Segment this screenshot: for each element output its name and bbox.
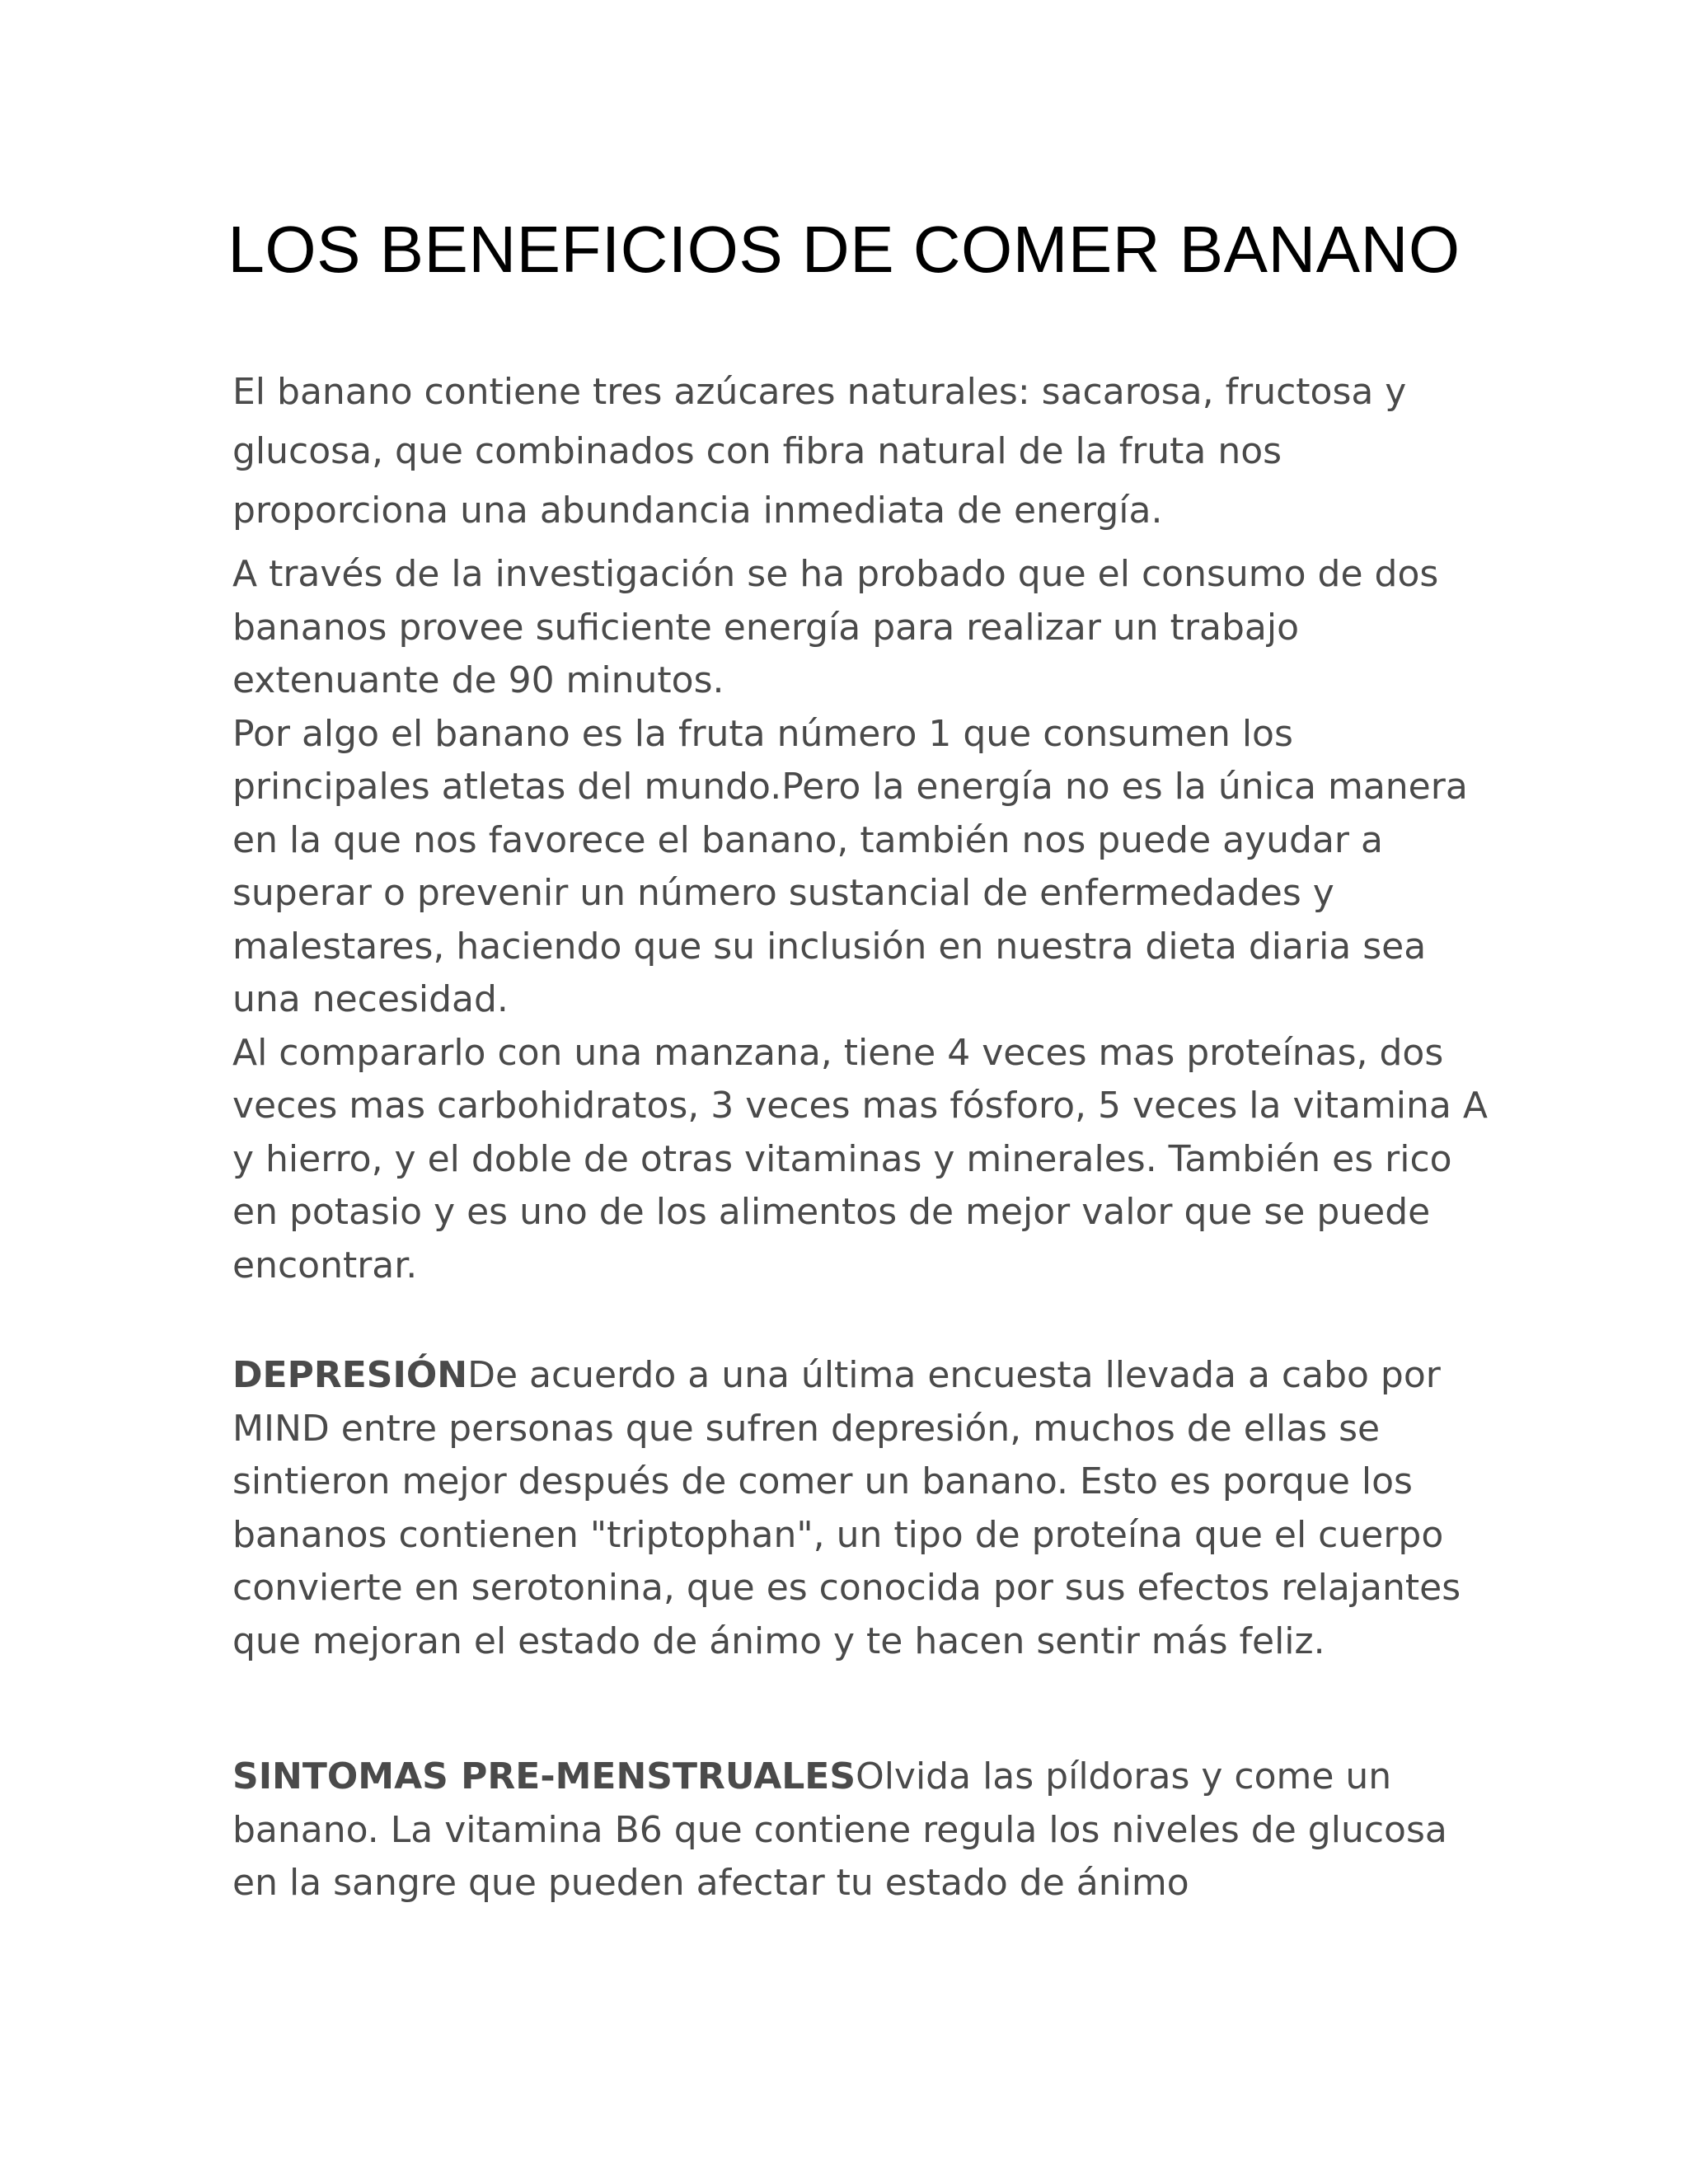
text-line: principales atletas del mundo.Pero la energía no es la única manera <box>232 766 1468 808</box>
text-line: en la que nos favorece el banano, también nos puede ayudar a <box>232 818 1383 861</box>
document-title: LOS BENEFICIOS DE COMER BANANO <box>227 213 1461 286</box>
text-line: banano. La vitamina B6 que contiene regula los niveles de glucosa <box>232 1808 1447 1851</box>
text-line: bananos provee suficiente energía para realizar un trabajo <box>232 606 1300 649</box>
text-line: glucosa, que combinados con fibra natural de la fruta nos <box>232 430 1282 472</box>
intro-paragraph <box>232 363 1485 541</box>
section-first-line <box>232 1750 1485 1804</box>
text-line: bananos contienen "triptophan", un tipo de proteína que el cuerpo <box>232 1513 1444 1556</box>
text-line: que mejoran el estado de ánimo y te hacen sentir más feliz. <box>232 1619 1325 1662</box>
section-heading-sintomas: SINTOMAS PRE-MENSTRUALES <box>232 1755 856 1797</box>
text-line: convierte en serotonina, que es conocida por sus efectos relajantes <box>232 1567 1461 1609</box>
text-line: en la sangre que pueden afectar tu estado de ánimo <box>232 1862 1189 1904</box>
text-line: Por algo el banano es la fruta número 1 que consumen los <box>232 712 1293 755</box>
text-line: encontrar. <box>232 1244 418 1286</box>
text-line: sintieron mejor después de comer un banano. Esto es porque los <box>232 1460 1413 1502</box>
text-line: veces mas carbohidratos, 3 veces mas fósforo, 5 veces la vitamina A <box>232 1085 1488 1127</box>
text-line: MIND entre personas que sufren depresión, muchos de ellas se <box>232 1407 1381 1450</box>
text-line: El banano contiene tres azúcares naturales: sacarosa, fructosa y <box>232 371 1407 413</box>
text-line: en potasio y es uno de los alimentos de mejor valor que se puede <box>232 1191 1431 1233</box>
section-text: De acuerdo a una última encuesta llevada a cabo por <box>467 1354 1441 1396</box>
text-line: superar o prevenir un número sustancial de enfermedades y <box>232 872 1334 914</box>
main-paragraph <box>232 548 1488 1292</box>
depresion-section <box>232 1349 1485 1668</box>
text-line: y hierro, y el doble de otras vitaminas y minerales. También es rico <box>232 1137 1452 1180</box>
text-line: una necesidad. <box>232 978 509 1020</box>
section-text: Olvida las píldoras y come un <box>856 1755 1392 1797</box>
section-first-line <box>232 1349 1485 1403</box>
sintomas-section <box>232 1750 1485 1910</box>
section-heading-depresion: DEPRESIÓN <box>232 1354 468 1396</box>
text-line: proporciona una abundancia inmediata de energía. <box>232 490 1163 532</box>
text-line: malestares, haciendo que su inclusión en nuestra dieta diaria sea <box>232 925 1427 968</box>
text-line: extenuante de 90 minutos. <box>232 659 724 701</box>
text-line: Al compararlo con una manzana, tiene 4 veces mas proteínas, dos <box>232 1031 1444 1074</box>
text-line: A través de la investigación se ha probado que el consumo de dos <box>232 553 1439 595</box>
